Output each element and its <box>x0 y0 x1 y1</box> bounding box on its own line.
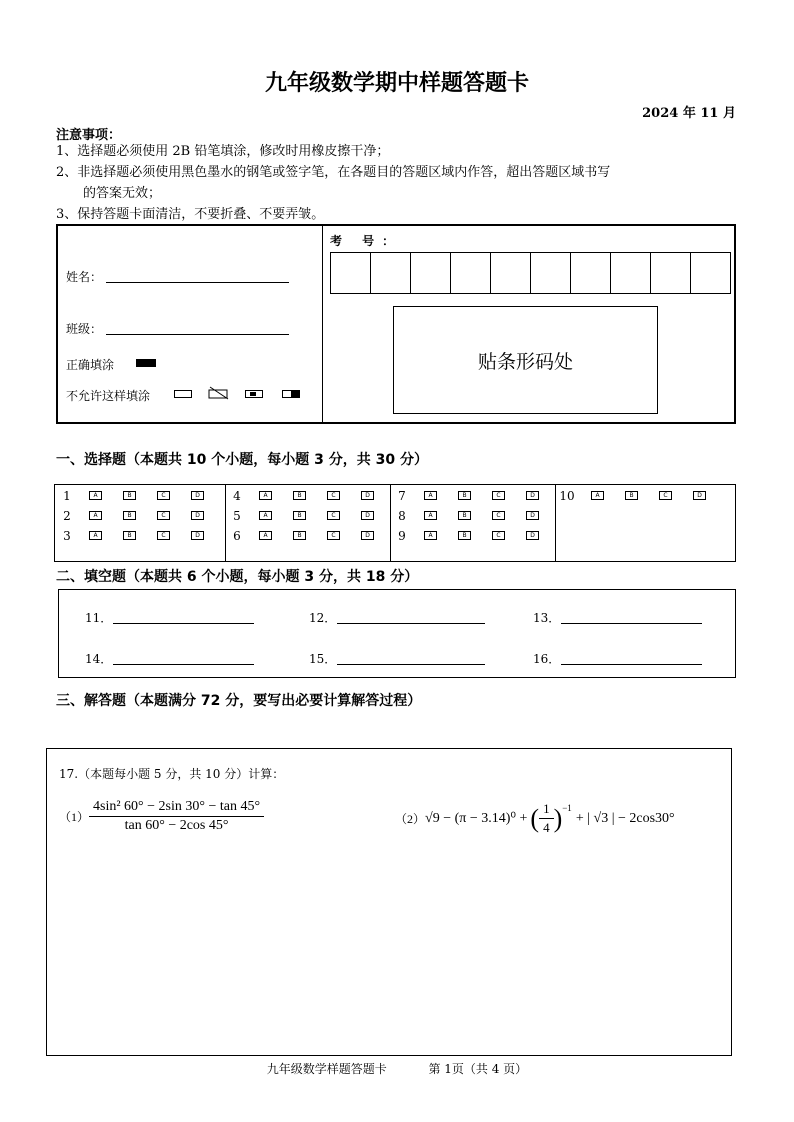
fill-question-number: 16． <box>533 652 561 666</box>
mc-question-number: 1 <box>63 489 71 503</box>
exam-number-cell[interactable] <box>611 253 651 293</box>
mc-option-c[interactable]: C <box>327 511 340 520</box>
correct-fill-label: 正确填涂 <box>66 358 115 372</box>
mc-question-number: 5 <box>233 509 241 523</box>
q17-intro: 17.（本题每小题 5 分，共 10 分）计算： <box>59 767 285 781</box>
fill-answer-line[interactable] <box>113 623 254 624</box>
wrong-fill-empty-sample <box>174 390 192 398</box>
mc-option-d[interactable]: D <box>191 491 204 500</box>
mc-option-a[interactable]: A <box>259 511 272 520</box>
mc-question-number: 3 <box>63 529 71 543</box>
mc-option-c[interactable]: C <box>157 511 170 520</box>
mc-option-c[interactable]: C <box>492 511 505 520</box>
mc-option-b[interactable]: B <box>458 491 471 500</box>
wrong-fill-slash-sample <box>208 386 230 400</box>
mc-option-d[interactable]: D <box>361 531 374 540</box>
fill-answer-line[interactable] <box>337 664 485 665</box>
mc-option-b[interactable]: B <box>293 531 306 540</box>
fill-question-number: 14． <box>85 652 113 666</box>
fill-question-number: 13． <box>533 611 561 625</box>
mc-option-b[interactable]: B <box>458 531 471 540</box>
student-info-left <box>58 226 323 422</box>
barcode-area: 贴条形码处 <box>393 306 658 414</box>
q17-part2-fraction <box>539 801 554 836</box>
section1-heading: 一、选择题（本题共 10 个小题，每小题 3 分，共 30 分） <box>56 452 428 468</box>
q17-part1-label: （1） <box>59 810 90 824</box>
mc-option-a[interactable]: A <box>424 491 437 500</box>
mc-option-c[interactable]: C <box>659 491 672 500</box>
class-field[interactable] <box>106 334 289 335</box>
mc-option-b[interactable]: B <box>293 491 306 500</box>
mc-option-a[interactable]: A <box>259 491 272 500</box>
q17-part1 <box>59 799 264 834</box>
q17-part1-numerator: 4sin² 60° − 2sin 30° − tan 45° <box>89 799 264 817</box>
mc-option-d[interactable]: D <box>526 511 539 520</box>
exam-number-cell[interactable] <box>531 253 571 293</box>
q17-part2-expr-b: + | √3 | − 2cos30° <box>575 810 675 826</box>
right-paren: ) <box>553 803 563 833</box>
page-footer <box>0 1060 794 1077</box>
note-item: 2、非选择题必须使用黑色墨水的钢笔或签字笔，在各题目的答题区域内作答，超出答题区域书写 <box>56 165 611 180</box>
section3-heading: 三、解答题（本题满分 72 分，要写出必要计算解答过程） <box>56 693 422 709</box>
q17-part2 <box>395 801 675 836</box>
mc-option-a[interactable]: A <box>89 531 102 540</box>
multiple-choice-box <box>54 484 736 562</box>
mc-option-b[interactable]: B <box>625 491 638 500</box>
note-item: 的答案无效； <box>83 186 162 201</box>
mc-option-d[interactable]: D <box>693 491 706 500</box>
mc-option-d[interactable]: D <box>191 531 204 540</box>
name-label: 姓名： <box>66 270 103 284</box>
fill-blank-box <box>58 589 736 678</box>
mc-option-a[interactable]: A <box>89 491 102 500</box>
mc-option-c[interactable]: C <box>492 491 505 500</box>
mc-question-number: 6 <box>233 529 241 543</box>
mc-option-b[interactable]: B <box>123 511 136 520</box>
exam-number-cell[interactable] <box>491 253 531 293</box>
mc-option-b[interactable]: B <box>293 511 306 520</box>
mc-option-c[interactable]: C <box>157 491 170 500</box>
fill-answer-line[interactable] <box>337 623 485 624</box>
left-paren: ( <box>530 803 540 833</box>
mc-option-d[interactable]: D <box>526 531 539 540</box>
mc-column <box>55 485 226 561</box>
mc-option-c[interactable]: C <box>327 491 340 500</box>
q17-part1-denominator: tan 60° − 2cos 45° <box>124 818 229 833</box>
q17-part2-frac-den: 4 <box>543 820 550 835</box>
fill-answer-line[interactable] <box>113 664 254 665</box>
fill-answer-line[interactable] <box>561 623 702 624</box>
fill-question-number: 12． <box>309 611 337 625</box>
q17-part2-expr-a: √9 − (π − 3.14)⁰ + <box>425 811 528 826</box>
answer-box-q17[interactable] <box>46 748 732 1056</box>
mc-option-b[interactable]: B <box>458 511 471 520</box>
notes-heading: 注意事项： <box>56 128 122 143</box>
mc-option-a[interactable]: A <box>424 531 437 540</box>
mc-option-a[interactable]: A <box>259 531 272 540</box>
mc-column <box>555 485 736 561</box>
mc-option-d[interactable]: D <box>361 491 374 500</box>
exam-number-cell[interactable] <box>411 253 451 293</box>
mc-question-number: 4 <box>233 489 241 503</box>
exam-number-cell[interactable] <box>451 253 491 293</box>
mc-question-number: 8 <box>398 509 406 523</box>
footer-title: 九年级数学样题答题卡 <box>266 1062 387 1076</box>
exam-number-cell[interactable] <box>331 253 371 293</box>
fill-question-number: 11． <box>85 611 113 625</box>
exam-date: 2024 年 11 月 <box>642 106 736 121</box>
exam-number-cell[interactable] <box>651 253 691 293</box>
q17-part2-frac-num: 1 <box>539 801 554 819</box>
wrong-fill-half-sample <box>282 390 300 398</box>
mc-option-c[interactable]: C <box>327 531 340 540</box>
mc-option-d[interactable]: D <box>361 511 374 520</box>
exam-number-grid[interactable] <box>330 252 731 294</box>
note-item: 1、选择题必须使用 2B 铅笔填涂，修改时用橡皮擦干净； <box>56 144 390 159</box>
mc-option-c[interactable]: C <box>492 531 505 540</box>
exam-number-cell[interactable] <box>571 253 611 293</box>
wrong-fill-partial-sample <box>245 390 263 398</box>
note-item: 3、保持答题卡面清洁，不要折叠、不要弄皱。 <box>56 207 325 222</box>
mc-question-number: 10 <box>559 489 575 503</box>
class-label: 班级： <box>66 322 103 336</box>
mc-option-a[interactable]: A <box>591 491 604 500</box>
exam-number-cell[interactable] <box>371 253 411 293</box>
fill-question-number: 15． <box>309 652 337 666</box>
mc-question-number: 2 <box>63 509 71 523</box>
mc-column <box>225 485 391 561</box>
q17-part2-label: （2） <box>395 812 426 826</box>
exam-number-cell[interactable] <box>691 253 730 293</box>
mc-option-a[interactable]: A <box>89 511 102 520</box>
q17-part2-exponent: −1 <box>562 803 572 813</box>
wrong-fill-label: 不允许这样填涂 <box>66 389 151 403</box>
student-info-box <box>56 224 736 424</box>
mc-option-b[interactable]: B <box>123 531 136 540</box>
mc-option-a[interactable]: A <box>424 511 437 520</box>
page-title: 九年级数学期中样题答题卡 <box>264 71 529 96</box>
mc-question-number: 7 <box>398 489 406 503</box>
exam-number-label: 考 号： <box>330 234 403 248</box>
mc-option-c[interactable]: C <box>157 531 170 540</box>
mc-option-d[interactable]: D <box>191 511 204 520</box>
footer-page-number: 第 1页（共 4 页） <box>428 1062 528 1076</box>
mc-option-b[interactable]: B <box>123 491 136 500</box>
correct-fill-sample <box>136 359 156 367</box>
section2-heading: 二、填空题（本题共 6 个小题，每小题 3 分，共 18 分） <box>56 569 419 585</box>
q17-part1-fraction <box>89 799 264 834</box>
name-field[interactable] <box>106 282 289 283</box>
fill-answer-line[interactable] <box>561 664 702 665</box>
mc-column <box>390 485 556 561</box>
mc-question-number: 9 <box>398 529 406 543</box>
mc-option-d[interactable]: D <box>526 491 539 500</box>
